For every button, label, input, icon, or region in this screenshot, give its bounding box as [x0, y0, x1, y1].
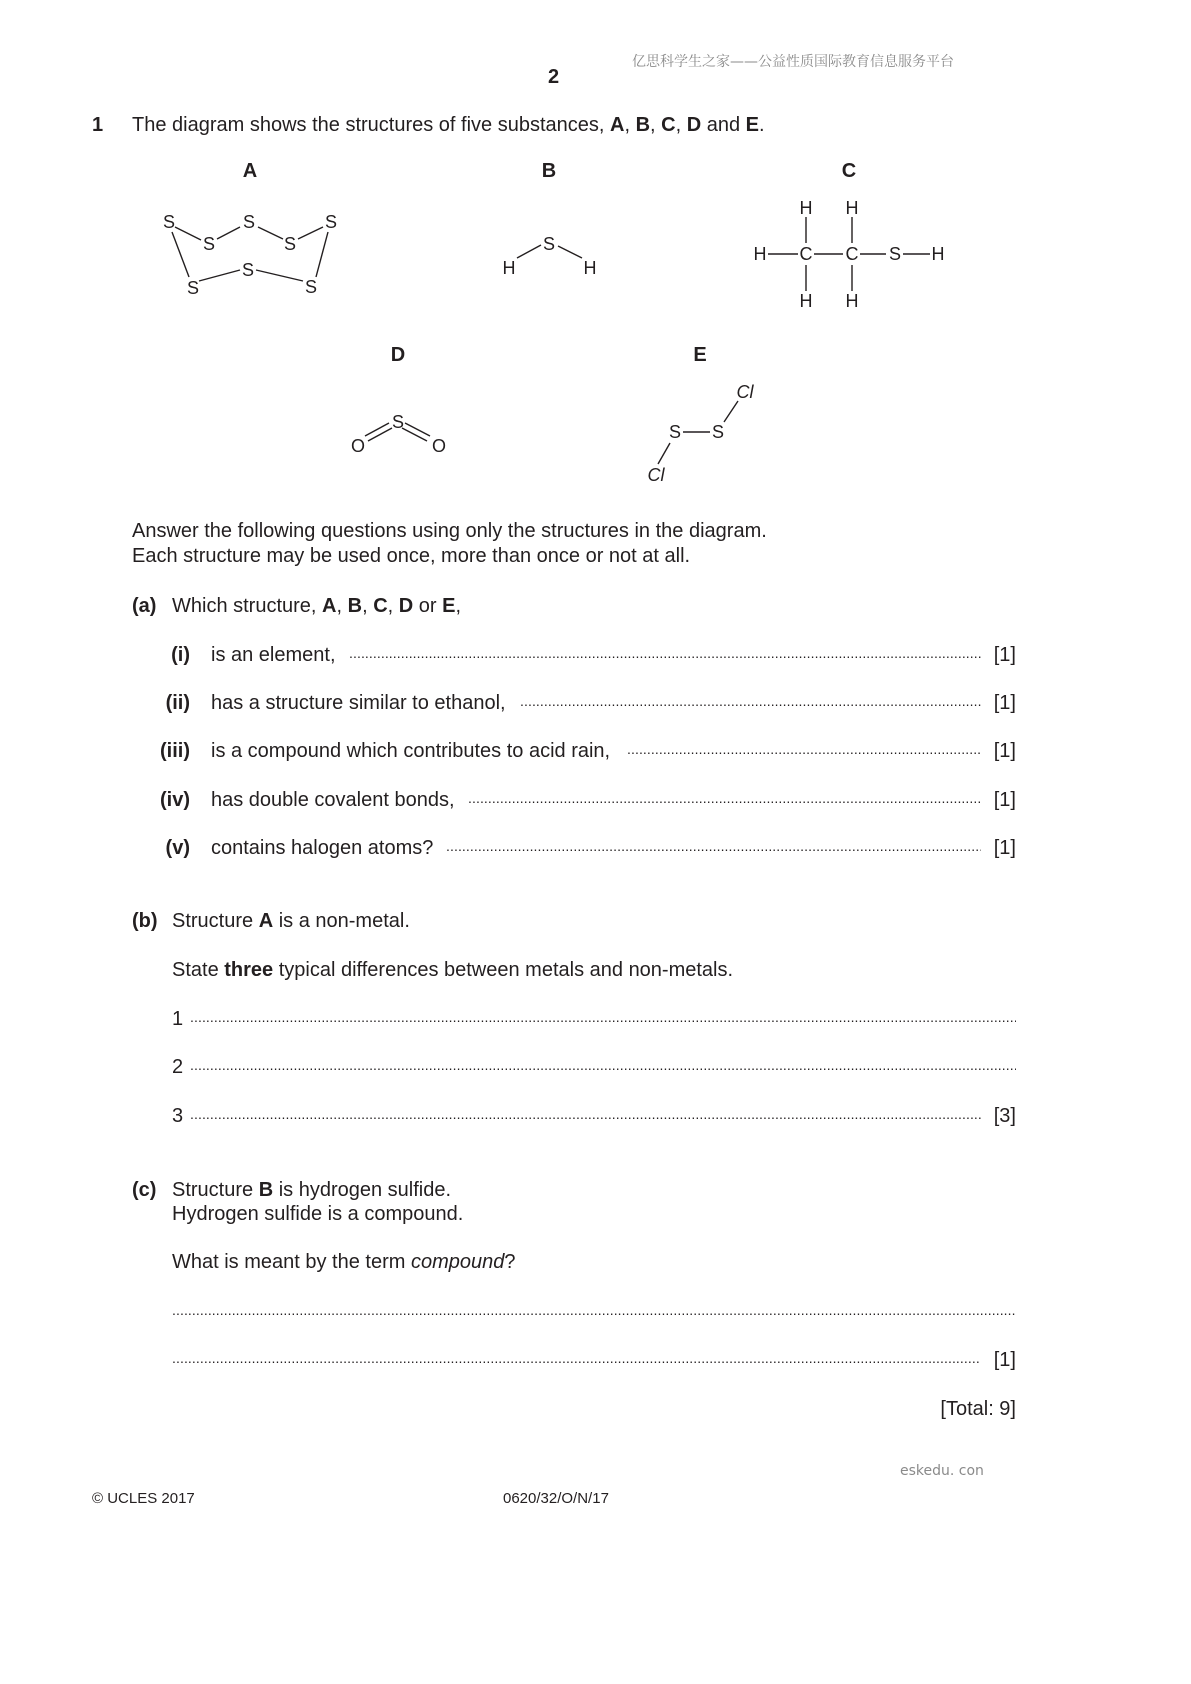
footer-site: eskedu. con	[900, 1463, 984, 1479]
question-number: 1	[92, 114, 104, 136]
total-marks: [Total: 9]	[940, 1398, 1016, 1420]
answer-line-a-v[interactable]	[446, 838, 981, 856]
part-a-label: (a)	[132, 595, 157, 617]
atom: S	[283, 234, 297, 254]
answer-number-2: 2	[172, 1056, 184, 1078]
answer-number-3: 3	[172, 1105, 184, 1127]
structure-label-b: B	[541, 160, 557, 182]
answer-line-c-2[interactable]	[172, 1350, 981, 1368]
answer-line-b-3[interactable]	[190, 1106, 981, 1124]
part-b-line-2: State three typical differences between metals and non-metals.	[172, 959, 734, 981]
part-a-ii-text: has a structure similar to ethanol,	[211, 692, 506, 714]
part-a-i-number: (i)	[171, 644, 190, 666]
atom: O	[350, 436, 366, 456]
atom: H	[753, 244, 767, 264]
part-c-line-1: Structure B is hydrogen sulfide.	[172, 1179, 452, 1201]
part-a-iv-number: (iv)	[160, 789, 190, 811]
page-number: 2	[548, 66, 560, 88]
atom: H	[502, 258, 516, 278]
mark-c: [1]	[993, 1349, 1016, 1371]
part-a-iii-number: (iii)	[160, 740, 190, 762]
instruction-line-1: Answer the following questions using only the structures in the diagram.	[132, 520, 767, 542]
part-a-v-text: contains halogen atoms?	[211, 837, 434, 859]
part-a-i-text: is an element,	[211, 644, 336, 666]
atom: S	[711, 422, 725, 442]
structure-label-c: C	[841, 160, 857, 182]
part-c-label: (c)	[132, 1179, 157, 1201]
atom: H	[845, 291, 859, 311]
answer-line-a-ii[interactable]	[520, 693, 981, 711]
atom: S	[542, 234, 556, 254]
mark-b: [3]	[993, 1105, 1016, 1127]
answer-line-a-iv[interactable]	[468, 790, 981, 808]
answer-line-b-1[interactable]	[190, 1009, 1016, 1027]
atom: H	[799, 198, 813, 218]
atom: S	[391, 412, 405, 432]
atom: Cl	[736, 382, 754, 402]
mark-a-iv: [1]	[993, 789, 1016, 811]
footer-code: 0620/32/O/N/17	[503, 1490, 609, 1507]
atom: S	[304, 277, 318, 297]
part-a-v-number: (v)	[165, 837, 190, 859]
mark-a-iii: [1]	[993, 740, 1016, 762]
part-a-iii-text: is a compound which contributes to acid rain,	[211, 740, 611, 762]
structure-label-a: A	[242, 160, 258, 182]
answer-line-a-iii[interactable]	[627, 741, 981, 759]
part-c-line-2: Hydrogen sulfide is a compound.	[172, 1203, 464, 1225]
instruction-line-2: Each structure may be used once, more than once or not at all.	[132, 545, 691, 567]
mark-a-i: [1]	[993, 644, 1016, 666]
answer-number-1: 1	[172, 1008, 184, 1030]
atom: S	[668, 422, 682, 442]
atom: H	[799, 291, 813, 311]
mark-a-v: [1]	[993, 837, 1016, 859]
atom: S	[241, 260, 255, 280]
atom: C	[845, 244, 859, 264]
atom: S	[186, 278, 200, 298]
atom: O	[431, 436, 447, 456]
structure-label-d: D	[390, 344, 406, 366]
answer-line-c-1[interactable]	[172, 1302, 1016, 1320]
part-a-stem: Which structure, A, B, C, D or E,	[172, 595, 462, 617]
atom: S	[242, 212, 256, 232]
answer-line-b-2[interactable]	[190, 1057, 1016, 1075]
atom: C	[799, 244, 813, 264]
atom: H	[583, 258, 597, 278]
atom: H	[845, 198, 859, 218]
footer-copyright: © UCLES 2017	[92, 1490, 195, 1507]
mark-a-ii: [1]	[993, 692, 1016, 714]
part-b-line-1: Structure A is a non-metal.	[172, 910, 410, 932]
atom: S	[162, 212, 176, 232]
part-b-label: (b)	[132, 910, 158, 932]
answer-line-a-i[interactable]	[349, 645, 981, 663]
part-c-question: What is meant by the term compound?	[172, 1251, 516, 1273]
structure-label-e: E	[693, 344, 707, 366]
header-watermark: 亿思科学生之家——公益性质国际教育信息服务平台	[632, 54, 954, 70]
atom: S	[202, 234, 216, 254]
part-a-ii-number: (ii)	[165, 692, 190, 714]
atom: H	[931, 244, 945, 264]
atom: S	[324, 212, 338, 232]
part-a-iv-text: has double covalent bonds,	[211, 789, 455, 811]
atom: Cl	[647, 465, 665, 485]
atom: S	[888, 244, 902, 264]
question-intro: The diagram shows the structures of five substances, A, B, C, D and E.	[132, 114, 765, 136]
structures-diagram	[0, 150, 1191, 500]
